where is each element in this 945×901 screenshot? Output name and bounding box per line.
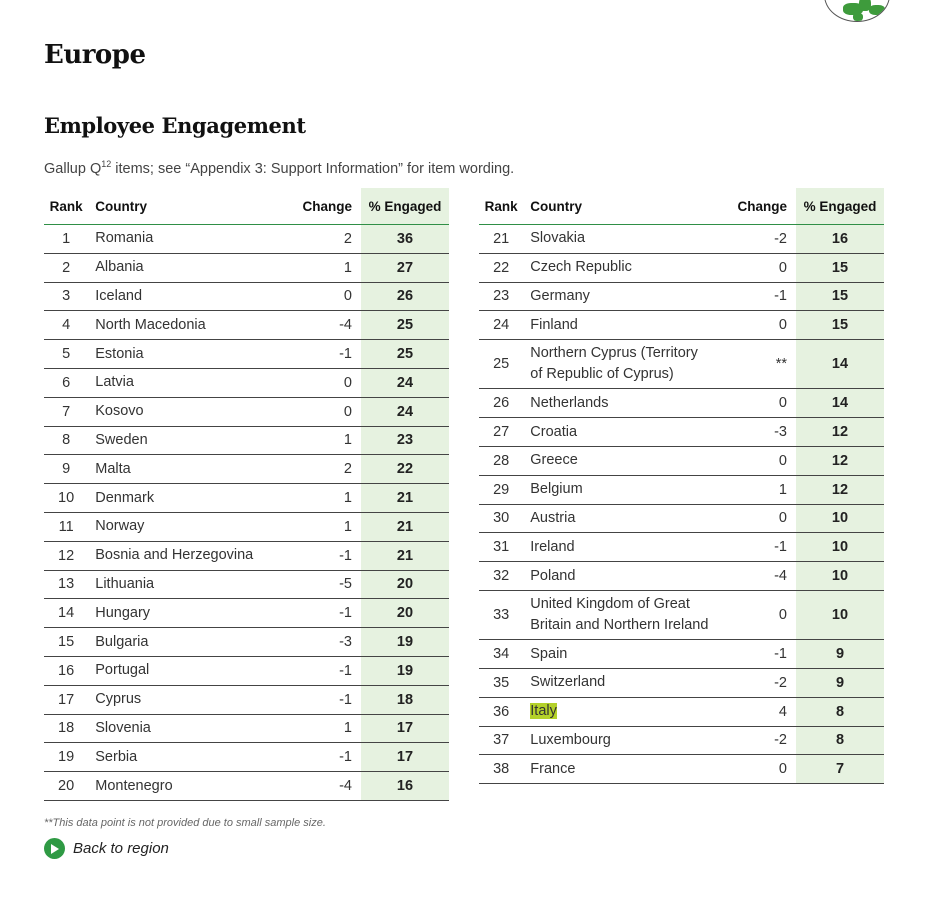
change-cell: 0 bbox=[714, 504, 796, 533]
rank-cell: 11 bbox=[44, 512, 88, 541]
country-cell: Greece bbox=[523, 446, 713, 475]
table-header-row bbox=[44, 188, 449, 225]
engaged-cell: 9 bbox=[796, 668, 884, 697]
change-cell: -1 bbox=[279, 340, 361, 369]
country-cell: Latvia bbox=[88, 368, 278, 397]
table-row bbox=[479, 562, 884, 591]
engaged-cell: 25 bbox=[361, 340, 449, 369]
column-header-country: Country bbox=[523, 188, 713, 225]
change-cell: 0 bbox=[714, 590, 796, 639]
rank-cell: 34 bbox=[479, 640, 523, 669]
country-cell: Poland bbox=[523, 562, 713, 591]
column-header-country: Country bbox=[88, 188, 278, 225]
engaged-cell: 22 bbox=[361, 455, 449, 484]
rank-cell: 30 bbox=[479, 504, 523, 533]
country-cell: Iceland bbox=[88, 282, 278, 311]
country-cell: Germany bbox=[523, 282, 713, 311]
table-row bbox=[44, 541, 449, 570]
change-cell: 1 bbox=[279, 714, 361, 743]
table-row bbox=[479, 726, 884, 755]
engaged-cell: 20 bbox=[361, 599, 449, 628]
back-to-region-label: Back to region bbox=[73, 840, 169, 857]
change-cell: -5 bbox=[279, 570, 361, 599]
country-cell: Portugal bbox=[88, 656, 278, 685]
rank-cell: 5 bbox=[44, 340, 88, 369]
change-cell: -1 bbox=[714, 533, 796, 562]
rank-cell: 7 bbox=[44, 397, 88, 426]
rank-cell: 20 bbox=[44, 772, 88, 801]
table-row bbox=[479, 446, 884, 475]
engaged-cell: 12 bbox=[796, 446, 884, 475]
rank-cell: 37 bbox=[479, 726, 523, 755]
change-cell: -4 bbox=[279, 772, 361, 801]
highlighted-country: Italy bbox=[530, 703, 557, 720]
country-cell: North Macedonia bbox=[88, 311, 278, 340]
engaged-cell: 12 bbox=[796, 418, 884, 447]
country-cell bbox=[523, 697, 713, 726]
rank-cell: 15 bbox=[44, 628, 88, 657]
country-cell: Netherlands bbox=[523, 389, 713, 418]
engaged-cell: 21 bbox=[361, 512, 449, 541]
country-cell: Austria bbox=[523, 504, 713, 533]
table-row bbox=[479, 475, 884, 504]
table-row bbox=[44, 570, 449, 599]
change-cell: 0 bbox=[279, 368, 361, 397]
table-row bbox=[44, 368, 449, 397]
rank-cell: 33 bbox=[479, 590, 523, 639]
engaged-cell: 27 bbox=[361, 253, 449, 282]
engaged-cell: 16 bbox=[796, 225, 884, 254]
country-cell: Slovenia bbox=[88, 714, 278, 743]
table-row bbox=[44, 455, 449, 484]
country-cell: Luxembourg bbox=[523, 726, 713, 755]
engaged-cell: 10 bbox=[796, 533, 884, 562]
rank-cell: 23 bbox=[479, 282, 523, 311]
rank-cell: 18 bbox=[44, 714, 88, 743]
change-cell: 0 bbox=[714, 389, 796, 418]
country-cell: Bosnia and Herzegovina bbox=[88, 541, 278, 570]
rank-cell: 27 bbox=[479, 418, 523, 447]
change-cell: 0 bbox=[714, 755, 796, 784]
table-row bbox=[479, 253, 884, 282]
country-cell: Lithuania bbox=[88, 570, 278, 599]
rank-cell: 22 bbox=[479, 253, 523, 282]
rank-cell: 28 bbox=[479, 446, 523, 475]
column-header-engaged: % Engaged bbox=[796, 188, 884, 225]
rank-cell: 29 bbox=[479, 475, 523, 504]
rank-cell: 3 bbox=[44, 282, 88, 311]
column-header-rank: Rank bbox=[44, 188, 88, 225]
table-row bbox=[479, 282, 884, 311]
table-row bbox=[44, 628, 449, 657]
engaged-cell: 23 bbox=[361, 426, 449, 455]
ranking-table-left bbox=[44, 188, 449, 801]
change-cell: -1 bbox=[279, 599, 361, 628]
back-to-region-link[interactable] bbox=[44, 838, 169, 859]
country-cell: Montenegro bbox=[88, 772, 278, 801]
engaged-cell: 19 bbox=[361, 628, 449, 657]
rank-cell: 10 bbox=[44, 484, 88, 513]
rank-cell: 32 bbox=[479, 562, 523, 591]
change-cell: 1 bbox=[279, 426, 361, 455]
rank-cell: 2 bbox=[44, 253, 88, 282]
country-cell: Switzerland bbox=[523, 668, 713, 697]
rank-cell: 38 bbox=[479, 755, 523, 784]
country-cell: Belgium bbox=[523, 475, 713, 504]
country-cell: Serbia bbox=[88, 743, 278, 772]
engaged-cell: 24 bbox=[361, 397, 449, 426]
engaged-cell: 17 bbox=[361, 714, 449, 743]
engaged-cell: 10 bbox=[796, 562, 884, 591]
change-cell: -1 bbox=[714, 640, 796, 669]
change-cell: -4 bbox=[279, 311, 361, 340]
footnote: **This data point is not provided due to small sample size. bbox=[44, 817, 326, 829]
change-cell: 2 bbox=[279, 455, 361, 484]
table-row bbox=[44, 426, 449, 455]
ranking-table-right bbox=[479, 188, 884, 784]
country-cell: Cyprus bbox=[88, 685, 278, 714]
country-cell: Malta bbox=[88, 455, 278, 484]
engaged-cell: 12 bbox=[796, 475, 884, 504]
table-row bbox=[44, 512, 449, 541]
rank-cell: 4 bbox=[44, 311, 88, 340]
country-cell: United Kingdom of Great Britain and Northern Ireland bbox=[523, 590, 713, 639]
engaged-cell: 15 bbox=[796, 253, 884, 282]
change-cell: -2 bbox=[714, 225, 796, 254]
country-cell: Estonia bbox=[88, 340, 278, 369]
engaged-cell: 15 bbox=[796, 311, 884, 340]
column-header-engaged: % Engaged bbox=[361, 188, 449, 225]
engaged-cell: 21 bbox=[361, 541, 449, 570]
subtitle: Gallup $Q^{12}$ items; see “Appendix 3: Support Information” for item wording. bbox=[44, 159, 515, 177]
table-row bbox=[479, 340, 884, 389]
engaged-cell: 16 bbox=[361, 772, 449, 801]
rank-cell: 17 bbox=[44, 685, 88, 714]
change-cell: -1 bbox=[279, 656, 361, 685]
play-icon bbox=[44, 838, 65, 859]
table-row bbox=[44, 599, 449, 628]
rank-cell: 8 bbox=[44, 426, 88, 455]
rank-cell: 13 bbox=[44, 570, 88, 599]
table-row bbox=[44, 397, 449, 426]
table-header-row bbox=[479, 188, 884, 225]
country-cell: Bulgaria bbox=[88, 628, 278, 657]
country-cell: Albania bbox=[88, 253, 278, 282]
rank-cell: 24 bbox=[479, 311, 523, 340]
region-globe-logo bbox=[824, 0, 890, 22]
change-cell: -1 bbox=[279, 743, 361, 772]
table-row bbox=[479, 697, 884, 726]
change-cell: 0 bbox=[714, 253, 796, 282]
rank-cell: 6 bbox=[44, 368, 88, 397]
change-cell: -3 bbox=[714, 418, 796, 447]
country-cell: Denmark bbox=[88, 484, 278, 513]
country-cell: Slovakia bbox=[523, 225, 713, 254]
country-cell: Spain bbox=[523, 640, 713, 669]
change-cell: 0 bbox=[714, 311, 796, 340]
column-header-change: Change bbox=[279, 188, 361, 225]
change-cell: 1 bbox=[279, 512, 361, 541]
rank-cell: 12 bbox=[44, 541, 88, 570]
table-row bbox=[44, 743, 449, 772]
engaged-cell: 8 bbox=[796, 697, 884, 726]
table-row bbox=[479, 668, 884, 697]
table-row bbox=[44, 484, 449, 513]
engaged-cell: 15 bbox=[796, 282, 884, 311]
engaged-cell: 8 bbox=[796, 726, 884, 755]
column-header-change: Change bbox=[714, 188, 796, 225]
engaged-cell: 10 bbox=[796, 504, 884, 533]
page-title: Europe bbox=[44, 40, 146, 70]
table-row bbox=[479, 418, 884, 447]
engaged-cell: 20 bbox=[361, 570, 449, 599]
table-row bbox=[479, 590, 884, 639]
change-cell: 1 bbox=[279, 484, 361, 513]
rank-cell: 31 bbox=[479, 533, 523, 562]
change-cell: ** bbox=[714, 340, 796, 389]
rank-cell: 9 bbox=[44, 455, 88, 484]
country-cell: Croatia bbox=[523, 418, 713, 447]
engaged-cell: 19 bbox=[361, 656, 449, 685]
engaged-cell: 21 bbox=[361, 484, 449, 513]
table-row bbox=[44, 656, 449, 685]
engaged-cell: 14 bbox=[796, 389, 884, 418]
country-cell: France bbox=[523, 755, 713, 784]
rank-cell: 26 bbox=[479, 389, 523, 418]
engaged-cell: 9 bbox=[796, 640, 884, 669]
change-cell: -2 bbox=[714, 726, 796, 755]
engaged-cell: 18 bbox=[361, 685, 449, 714]
table-row bbox=[44, 225, 449, 254]
country-cell: Kosovo bbox=[88, 397, 278, 426]
table-row bbox=[479, 640, 884, 669]
table-row bbox=[44, 311, 449, 340]
rank-cell: 16 bbox=[44, 656, 88, 685]
change-cell: 0 bbox=[279, 397, 361, 426]
rank-cell: 14 bbox=[44, 599, 88, 628]
rank-cell: 25 bbox=[479, 340, 523, 389]
table-row bbox=[479, 755, 884, 784]
country-cell: Finland bbox=[523, 311, 713, 340]
table-row bbox=[44, 772, 449, 801]
table-row bbox=[44, 340, 449, 369]
table-row bbox=[44, 714, 449, 743]
country-cell: Hungary bbox=[88, 599, 278, 628]
change-cell: 0 bbox=[279, 282, 361, 311]
change-cell: -4 bbox=[714, 562, 796, 591]
table-row bbox=[44, 282, 449, 311]
engaged-cell: 7 bbox=[796, 755, 884, 784]
engaged-cell: 10 bbox=[796, 590, 884, 639]
change-cell: 0 bbox=[714, 446, 796, 475]
rank-cell: 21 bbox=[479, 225, 523, 254]
country-cell: Ireland bbox=[523, 533, 713, 562]
country-cell: Northern Cyprus (Territory of Republic of Cyprus) bbox=[523, 340, 713, 389]
engaged-cell: 24 bbox=[361, 368, 449, 397]
engaged-cell: 14 bbox=[796, 340, 884, 389]
change-cell: -1 bbox=[279, 685, 361, 714]
table-row bbox=[479, 225, 884, 254]
table-row bbox=[44, 253, 449, 282]
engaged-cell: 25 bbox=[361, 311, 449, 340]
change-cell: -1 bbox=[714, 282, 796, 311]
change-cell: 2 bbox=[279, 225, 361, 254]
section-title: Employee Engagement bbox=[44, 113, 306, 138]
country-cell: Norway bbox=[88, 512, 278, 541]
table-row bbox=[479, 389, 884, 418]
change-cell: 1 bbox=[279, 253, 361, 282]
country-cell: Czech Republic bbox=[523, 253, 713, 282]
rank-cell: 35 bbox=[479, 668, 523, 697]
table-row bbox=[479, 504, 884, 533]
country-cell: Sweden bbox=[88, 426, 278, 455]
table-row bbox=[44, 685, 449, 714]
change-cell: -1 bbox=[279, 541, 361, 570]
rank-cell: 19 bbox=[44, 743, 88, 772]
table-row bbox=[479, 311, 884, 340]
country-cell: Romania bbox=[88, 225, 278, 254]
engaged-cell: 26 bbox=[361, 282, 449, 311]
change-cell: -2 bbox=[714, 668, 796, 697]
change-cell: 1 bbox=[714, 475, 796, 504]
rank-cell: 1 bbox=[44, 225, 88, 254]
rank-cell: 36 bbox=[479, 697, 523, 726]
change-cell: -3 bbox=[279, 628, 361, 657]
engaged-cell: 36 bbox=[361, 225, 449, 254]
change-cell: 4 bbox=[714, 697, 796, 726]
column-header-rank: Rank bbox=[479, 188, 523, 225]
engaged-cell: 17 bbox=[361, 743, 449, 772]
table-row bbox=[479, 533, 884, 562]
